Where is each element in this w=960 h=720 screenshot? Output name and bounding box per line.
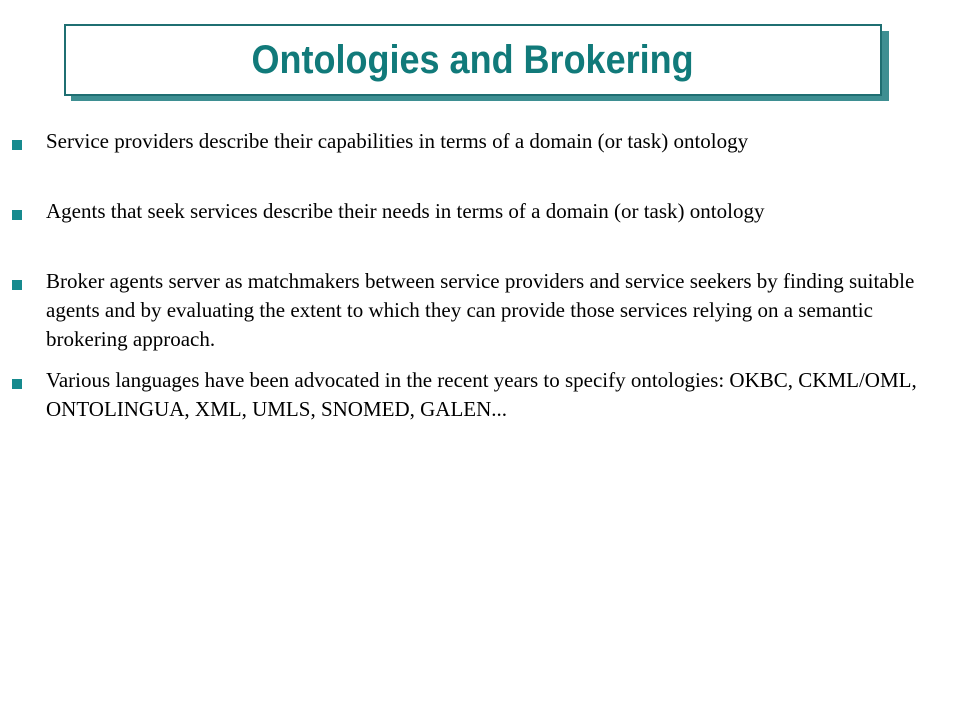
bullet-square-icon [12, 280, 22, 290]
bullet-text: Service providers describe their capabilities in terms of a domain (or task) ontology [46, 129, 749, 153]
bullet-text: Agents that seek services describe their needs in terms of a domain (or task) ontology [46, 199, 765, 223]
bullet-square-icon [12, 210, 22, 220]
bullet-text: Broker agents server as matchmakers between service providers and service seekers by finding suitable agents and by evaluating the extent to which they can provide those services relying on a semantic brokering approach. [46, 269, 915, 351]
bullet-square-icon [12, 379, 22, 389]
slide-title: Ontologies and Brokering [251, 37, 695, 82]
bullet-square-icon [12, 140, 22, 150]
bullet-text: Various languages have been advocated in the recent years to specify ontologies: OKBC, CKML/OML, ONTOLINGUA, XML, UMLS, SNOMED, GALEN... [46, 368, 917, 421]
title-box [64, 24, 882, 96]
